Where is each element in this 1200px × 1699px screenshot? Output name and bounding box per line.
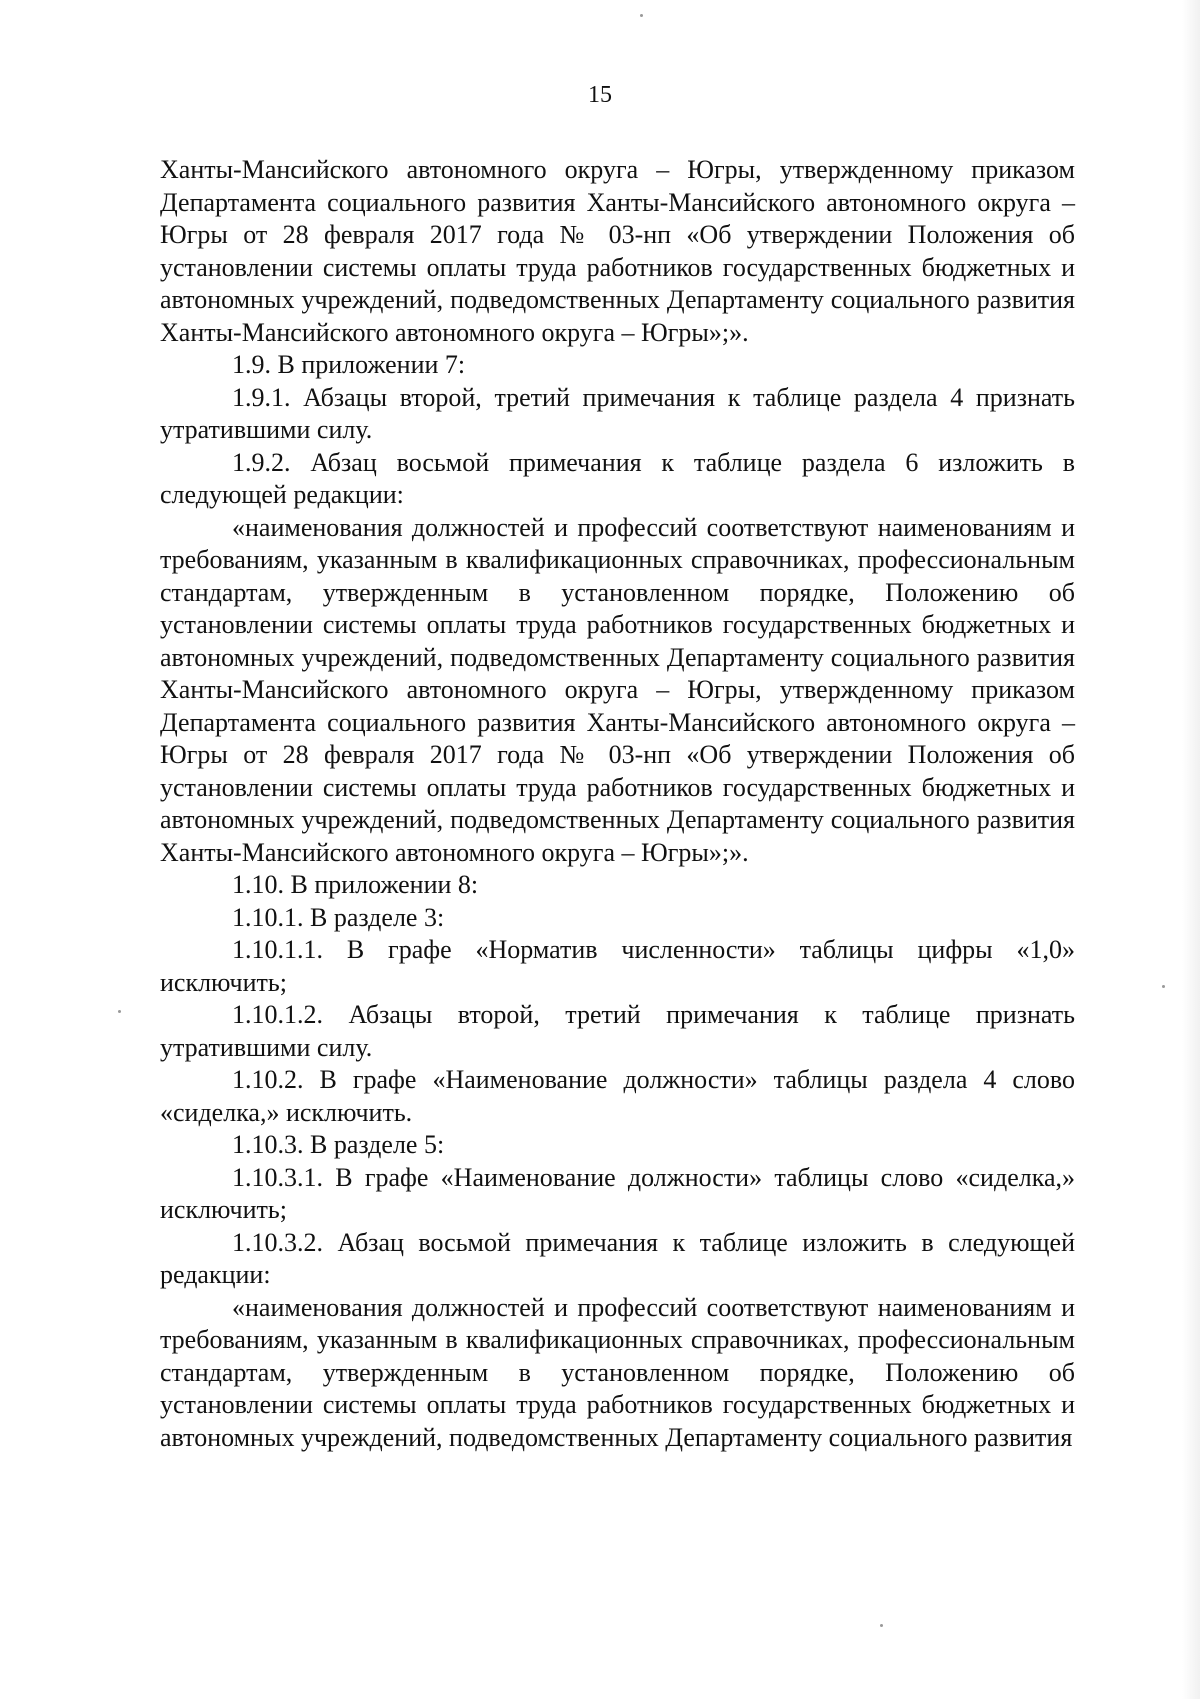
paragraph-1-10-1-1: 1.10.1.1. В графе «Норматив численности» таблицы цифры «1,0» исключить;	[160, 935, 1075, 997]
paragraph-1-9-2: 1.9.2. Абзац восьмой примечания к таблице раздела 6 изложить в следующей редакции:	[160, 447, 1075, 509]
document-body	[160, 154, 1075, 1454]
paragraph-1-10-3-2: 1.10.3.2. Абзац восьмой примечания к таблице изложить в следующей редакции:	[160, 1227, 1075, 1289]
scan-speck	[880, 1624, 883, 1627]
paragraph-continuation: Ханты-Мансийского автономного округа – Югры, утвержденному приказом Департамента социального развития Ханты-Мансийского автономного округа – Югры от 28 февраля 2017 года № 03-нп «Об утверждении Положения об установлении системы оплаты труда работников государственных бюджетных и автономных учреждений, подведомственных Департаменту социального развития Ханты-Мансийского автономного округа – Югры»;».	[160, 155, 1075, 347]
paragraph-1-10-1-2: 1.10.1.2. Абзацы второй, третий примечания к таблице признать утратившими силу.	[160, 1000, 1075, 1062]
paragraph-quoted-note: «наименования должностей и профессий соответствуют наименованиям и требованиям, указанным в квалификационных справочниках, профессиональным стандартам, утвержденным в установленном порядке, Положению об установлении системы оплаты труда работников государственных бюджетных и автономных учреждений, подведомственных Департаменту социального развития Ханты-Мансийского автономного округа – Югры, утвержденному приказом Департамента социального развития Ханты-Мансийского автономного округа – Югры от 28 февраля 2017 года № 03-нп «Об утверждении Положения об установлении системы оплаты труда работников государственных бюджетных и автономных учреждений, подведомственных Департаменту социального развития Ханты-Мансийского автономного округа – Югры»;».	[160, 512, 1075, 867]
scan-speck	[640, 14, 643, 17]
paragraph-1-10-3: 1.10.3. В разделе 5:	[232, 1130, 445, 1159]
scan-speck	[1162, 985, 1165, 988]
paragraph-1-10-3-1: 1.10.3.1. В графе «Наименование должности» таблицы слово «сиделка,» исключить;	[160, 1162, 1075, 1224]
scan-edge-shadow	[1182, 0, 1200, 1699]
paragraph-1-10-2: 1.10.2. В графе «Наименование должности» таблицы раздела 4 слово «сиделка,» исключить.	[160, 1065, 1075, 1127]
scan-speck	[118, 1010, 121, 1013]
paragraph-1-9: 1.9. В приложении 7:	[232, 350, 466, 379]
paragraph-1-10: 1.10. В приложении 8:	[232, 870, 479, 899]
paragraph-1-10-1: 1.10.1. В разделе 3:	[232, 902, 445, 932]
page-number: 15	[588, 82, 612, 108]
paragraph-1-9-1: 1.9.1. Абзацы второй, третий примечания к таблице раздела 4 признать утратившими силу.	[160, 382, 1075, 444]
paragraph-quoted-note-2: «наименования должностей и профессий соответствуют наименованиям и требованиям, указанным в квалификационных справочниках, профессиональным стандартам, утвержденным в установленном порядке, Положению об установлении системы оплаты труда работников государственных бюджетных и автономных учреждений, подведомственных Департаменту социального развития	[160, 1292, 1075, 1452]
